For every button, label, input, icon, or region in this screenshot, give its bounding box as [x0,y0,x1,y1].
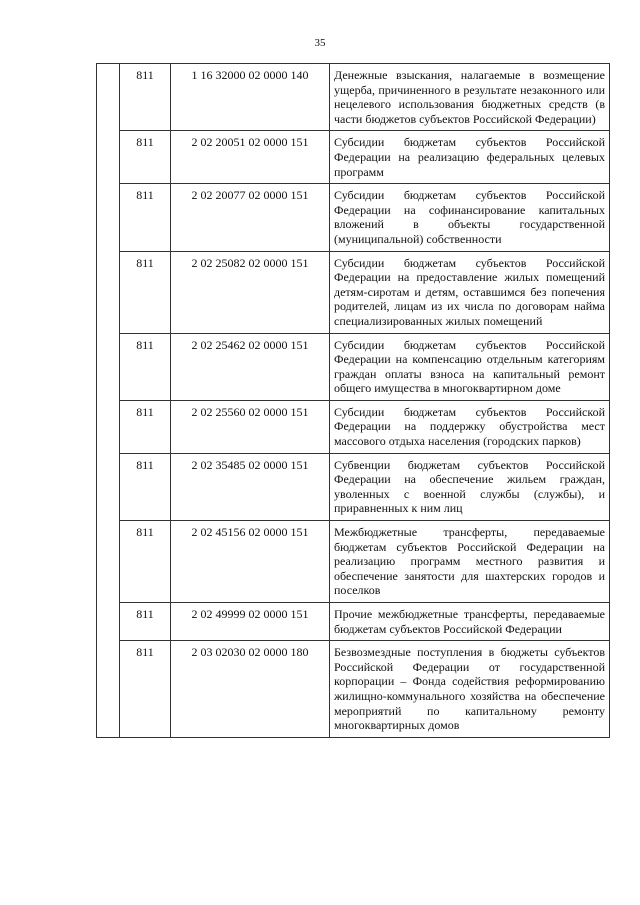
blank-column [97,64,120,738]
description-cell: Субсидии бюджетам субъектов Российской Федерации на реализацию федеральных целевых программ [330,131,610,184]
revenue-code-cell: 2 02 25082 02 0000 151 [171,251,330,333]
revenue-code-cell: 2 02 49999 02 0000 151 [171,603,330,641]
revenue-code-cell: 2 02 20051 02 0000 151 [171,131,330,184]
revenue-code-cell: 2 02 20077 02 0000 151 [171,184,330,251]
description-cell: Субвенции бюджетам субъектов Российской Федерации на обеспечение жильем граждан, уволенных с военной службы (службы), и приравненных к ним лиц [330,453,610,520]
table-row [97,184,610,251]
admin-code-cell: 811 [120,131,171,184]
table-row [97,641,610,738]
description-cell: Безвозмездные поступления в бюджеты субъектов Российской Федерации от государственной корпорации – Фонда содействия реформированию жилищно-коммунального хозяйства на обеспечение мероприятий по капитальному ремонту многоквартирных домов [330,641,610,738]
admin-code-cell: 811 [120,453,171,520]
revenue-codes-table [96,63,610,738]
admin-code-cell: 811 [120,641,171,738]
revenue-code-cell: 2 03 02030 02 0000 180 [171,641,330,738]
page-number: 35 [314,37,326,49]
description-cell: Субсидии бюджетам субъектов Российской Федерации на софинансирование капитальных вложений в объекты государственной (муниципальной) собственности [330,184,610,251]
table-row [97,131,610,184]
revenue-code-cell: 2 02 25462 02 0000 151 [171,333,330,400]
table-row [97,521,610,603]
description-cell: Субсидии бюджетам субъектов Российской Федерации на компенсацию отдельным категориям граждан оплаты взноса на капитальный ремонт общего имущества в многоквартирном доме [330,333,610,400]
admin-code-cell: 811 [120,64,171,131]
table-row [97,400,610,453]
admin-code-cell: 811 [120,603,171,641]
revenue-code-cell: 2 02 35485 02 0000 151 [171,453,330,520]
admin-code-cell: 811 [120,400,171,453]
admin-code-cell: 811 [120,184,171,251]
description-cell: Межбюджетные трансферты, передаваемые бюджетам субъектов Российской Федерации на реализацию программ местного развития и обеспечение занятости для шахтерских городов и поселков [330,521,610,603]
table-row [97,333,610,400]
table-row [97,251,610,333]
description-cell: Субсидии бюджетам субъектов Российской Федерации на поддержку обустройства мест массового отдыха населения (городских парков) [330,400,610,453]
revenue-code-cell: 1 16 32000 02 0000 140 [171,64,330,131]
revenue-code-cell: 2 02 45156 02 0000 151 [171,521,330,603]
description-cell: Прочие межбюджетные трансферты, передаваемые бюджетам субъектов Российской Федерации [330,603,610,641]
table-row [97,603,610,641]
table-row [97,64,610,131]
admin-code-cell: 811 [120,251,171,333]
description-cell: Денежные взыскания, налагаемые в возмещение ущерба, причиненного в результате незаконного или нецелевого использования бюджетных средств (в части бюджетов субъектов Российской Федерации) [330,64,610,131]
admin-code-cell: 811 [120,521,171,603]
revenue-code-cell: 2 02 25560 02 0000 151 [171,400,330,453]
admin-code-cell: 811 [120,333,171,400]
table-row [97,453,610,520]
description-cell: Субсидии бюджетам субъектов Российской Федерации на предоставление жилых помещений детям-сиротам и детям, оставшимся без попечения родителей, лицам из их числа по договорам найма специализированных жилых помещений [330,251,610,333]
